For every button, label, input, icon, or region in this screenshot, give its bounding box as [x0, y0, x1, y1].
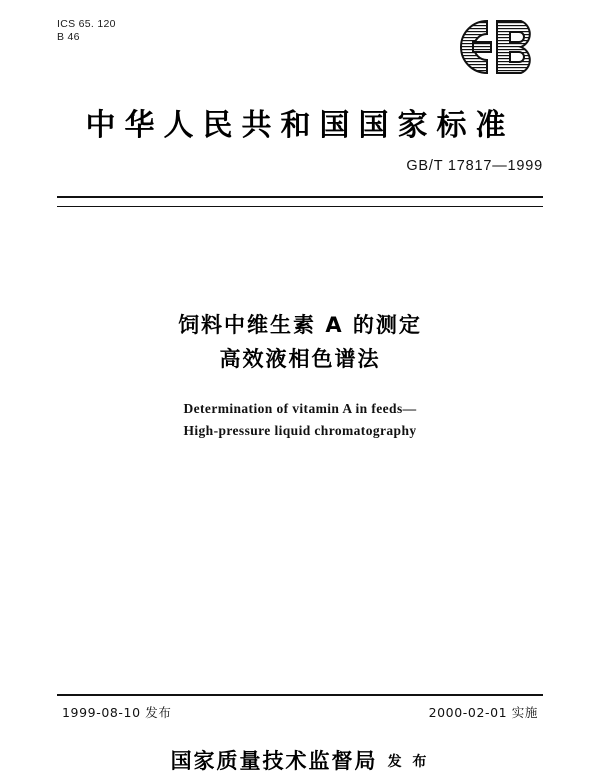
issue-date: 1999-08-10 发布 — [62, 705, 172, 720]
document-title-english-line1: Determination of vitamin A in feeds— — [183, 401, 417, 416]
publisher-block — [0, 745, 600, 775]
document-title-english-line2: High-pressure liquid chromatography — [183, 423, 417, 438]
header-rule-thick — [57, 196, 543, 198]
standard-number: GB/T 17817—1999 — [406, 158, 543, 174]
publisher-organization: 国家质量技术监督局 — [170, 749, 378, 773]
ics-classification-block — [57, 18, 116, 44]
document-title-english — [57, 398, 543, 442]
effective-date: 2000-02-01 实施 — [428, 705, 538, 720]
ccs-code: B 46 — [57, 31, 80, 43]
ics-code: ICS 65. 120 — [57, 18, 116, 30]
publisher-verb: 发 布 — [387, 754, 430, 770]
footer-rule — [57, 694, 543, 696]
national-standard-heading: 中华人民共和国国家标准 — [85, 108, 515, 143]
document-title-chinese-line2: 高效液相色谱法 — [219, 347, 381, 371]
document-title-chinese-line1: 饲料中维生素 A 的测定 — [178, 313, 422, 337]
document-title-chinese — [57, 308, 543, 376]
gb-logo-icon — [447, 16, 543, 78]
header-rule-thin — [57, 206, 543, 207]
